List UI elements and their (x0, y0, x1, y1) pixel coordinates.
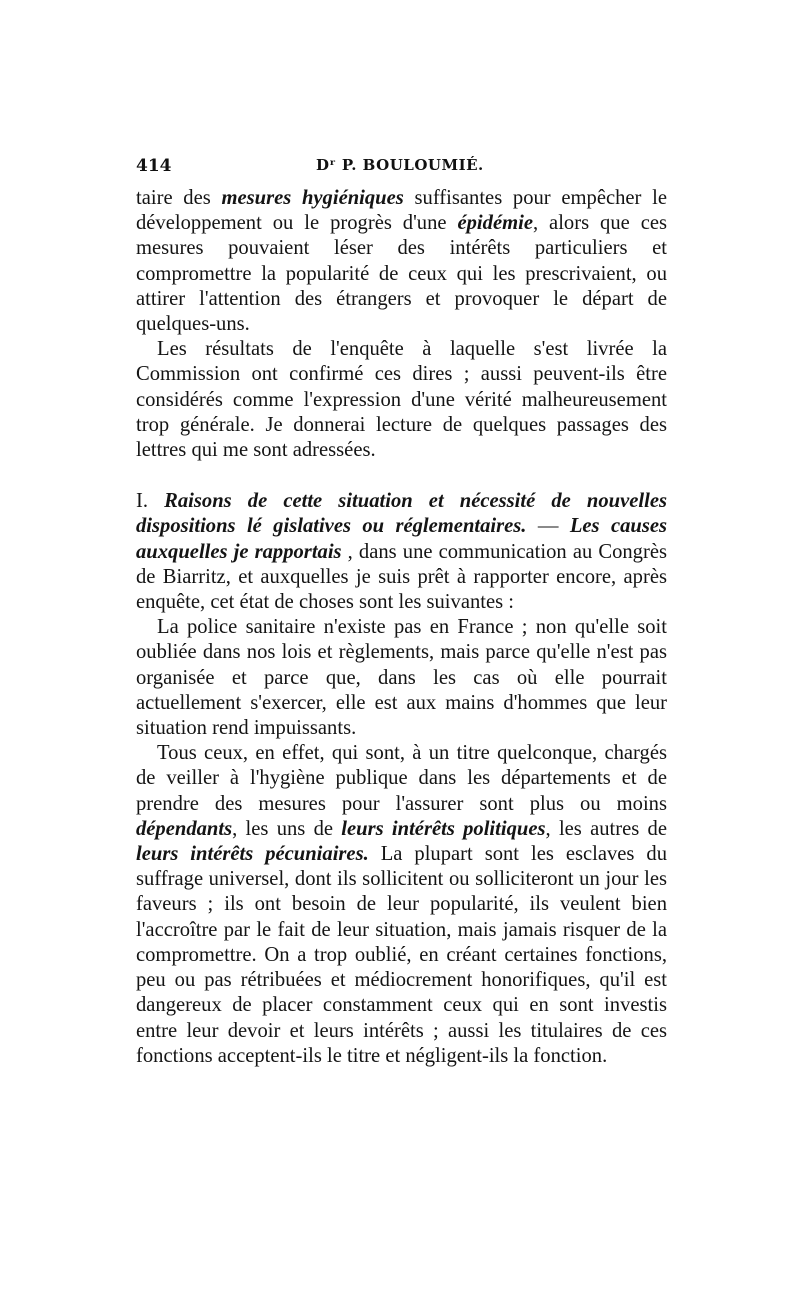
text-run: taire des (136, 187, 222, 209)
section-paragraph (136, 489, 667, 615)
italic-run: leurs intérêts pécuniaires. (136, 843, 369, 866)
body-text (136, 186, 667, 1069)
italic-run: mesures hygiéniques (221, 187, 404, 209)
text-run: La plupart sont les esclaves du suffrage universel, dont ils sollicitent ou solliciteront un jour les faveurs ; ils ont besoin de leur popularité, ils veulent bien l'accroître par le fait de leur situation, mais jamais risquer de la compromettre. On a trop oublié, en créant certaines fonctions, peu ou pas rétribuées et médiocrement honorifiques, qu'il est dangereux de placer constamment ceux qui en sont investis entre leur devoir et leurs intérêts ; aussi les titulaires de ces fonctions acceptent-ils le titre et négligent-ils la fonction. (136, 843, 667, 1067)
section-title: Raisons de cette situation et nécessité de nouvelles dispositions lé gislatives ou réglementaires. (136, 490, 667, 538)
text-run: , dans une communication au Congrès de Biarritz, et auxquelles je suis prêt à rapporter encore, après enquête, cet état de choses sont les suivantes : (136, 540, 667, 614)
italic-run: dépendants (136, 817, 233, 840)
text-run: suffisantes pour empêcher le développement ou le progrès d'une (136, 187, 667, 235)
text-run: , les autres de (545, 817, 667, 840)
paragraph-1 (136, 186, 667, 337)
section-number: I. (136, 490, 165, 513)
italic-run: Les causes auxquelles je rapportais (136, 515, 667, 563)
text-run: — (526, 515, 570, 538)
running-head: Dʳ P. BOULOUMIÉ. (316, 156, 484, 174)
page-number: 414 (136, 156, 172, 176)
text-run: Tous ceux, en effet, qui sont, à un titre quelconque, chargés de veiller à l'hygiène publique dans les départements et de prendre des mesures pour l'assurer sont plus ou moins (136, 742, 667, 815)
text-run: , alors que ces mesures pouvaient léser des intérêts particuliers et compromettre la popularité de ceux qui les prescrivaient, ou attirer l'attention des étrangers et provoquer le départ de quelques-uns. (136, 212, 668, 336)
paragraph-2: Les résultats de l'enquête à laquelle s'est livrée la Commission ont confirmé ces dires ; aussi peuvent-ils être considérés comme l'expression d'une vérité malheureusement trop générale. Je donnerai lecture de quelques passages des lettres qui me sont adressées. (136, 338, 667, 462)
text-run: , les uns de (232, 817, 342, 840)
italic-run: épidémie (457, 212, 533, 235)
paragraph-5 (136, 741, 667, 1069)
paragraph-4: La police sanitaire n'existe pas en France ; non qu'elle soit oubliée dans nos lois et règlements, mais parce qu'elle n'est pas organisée et parce que, dans les cas où elle pourrait actuellement s'exercer, elle est aux mains d'hommes que leur situation rend impuissants. (136, 616, 667, 740)
italic-run: leurs intérêts politiques (341, 817, 546, 840)
page-header (136, 156, 666, 184)
